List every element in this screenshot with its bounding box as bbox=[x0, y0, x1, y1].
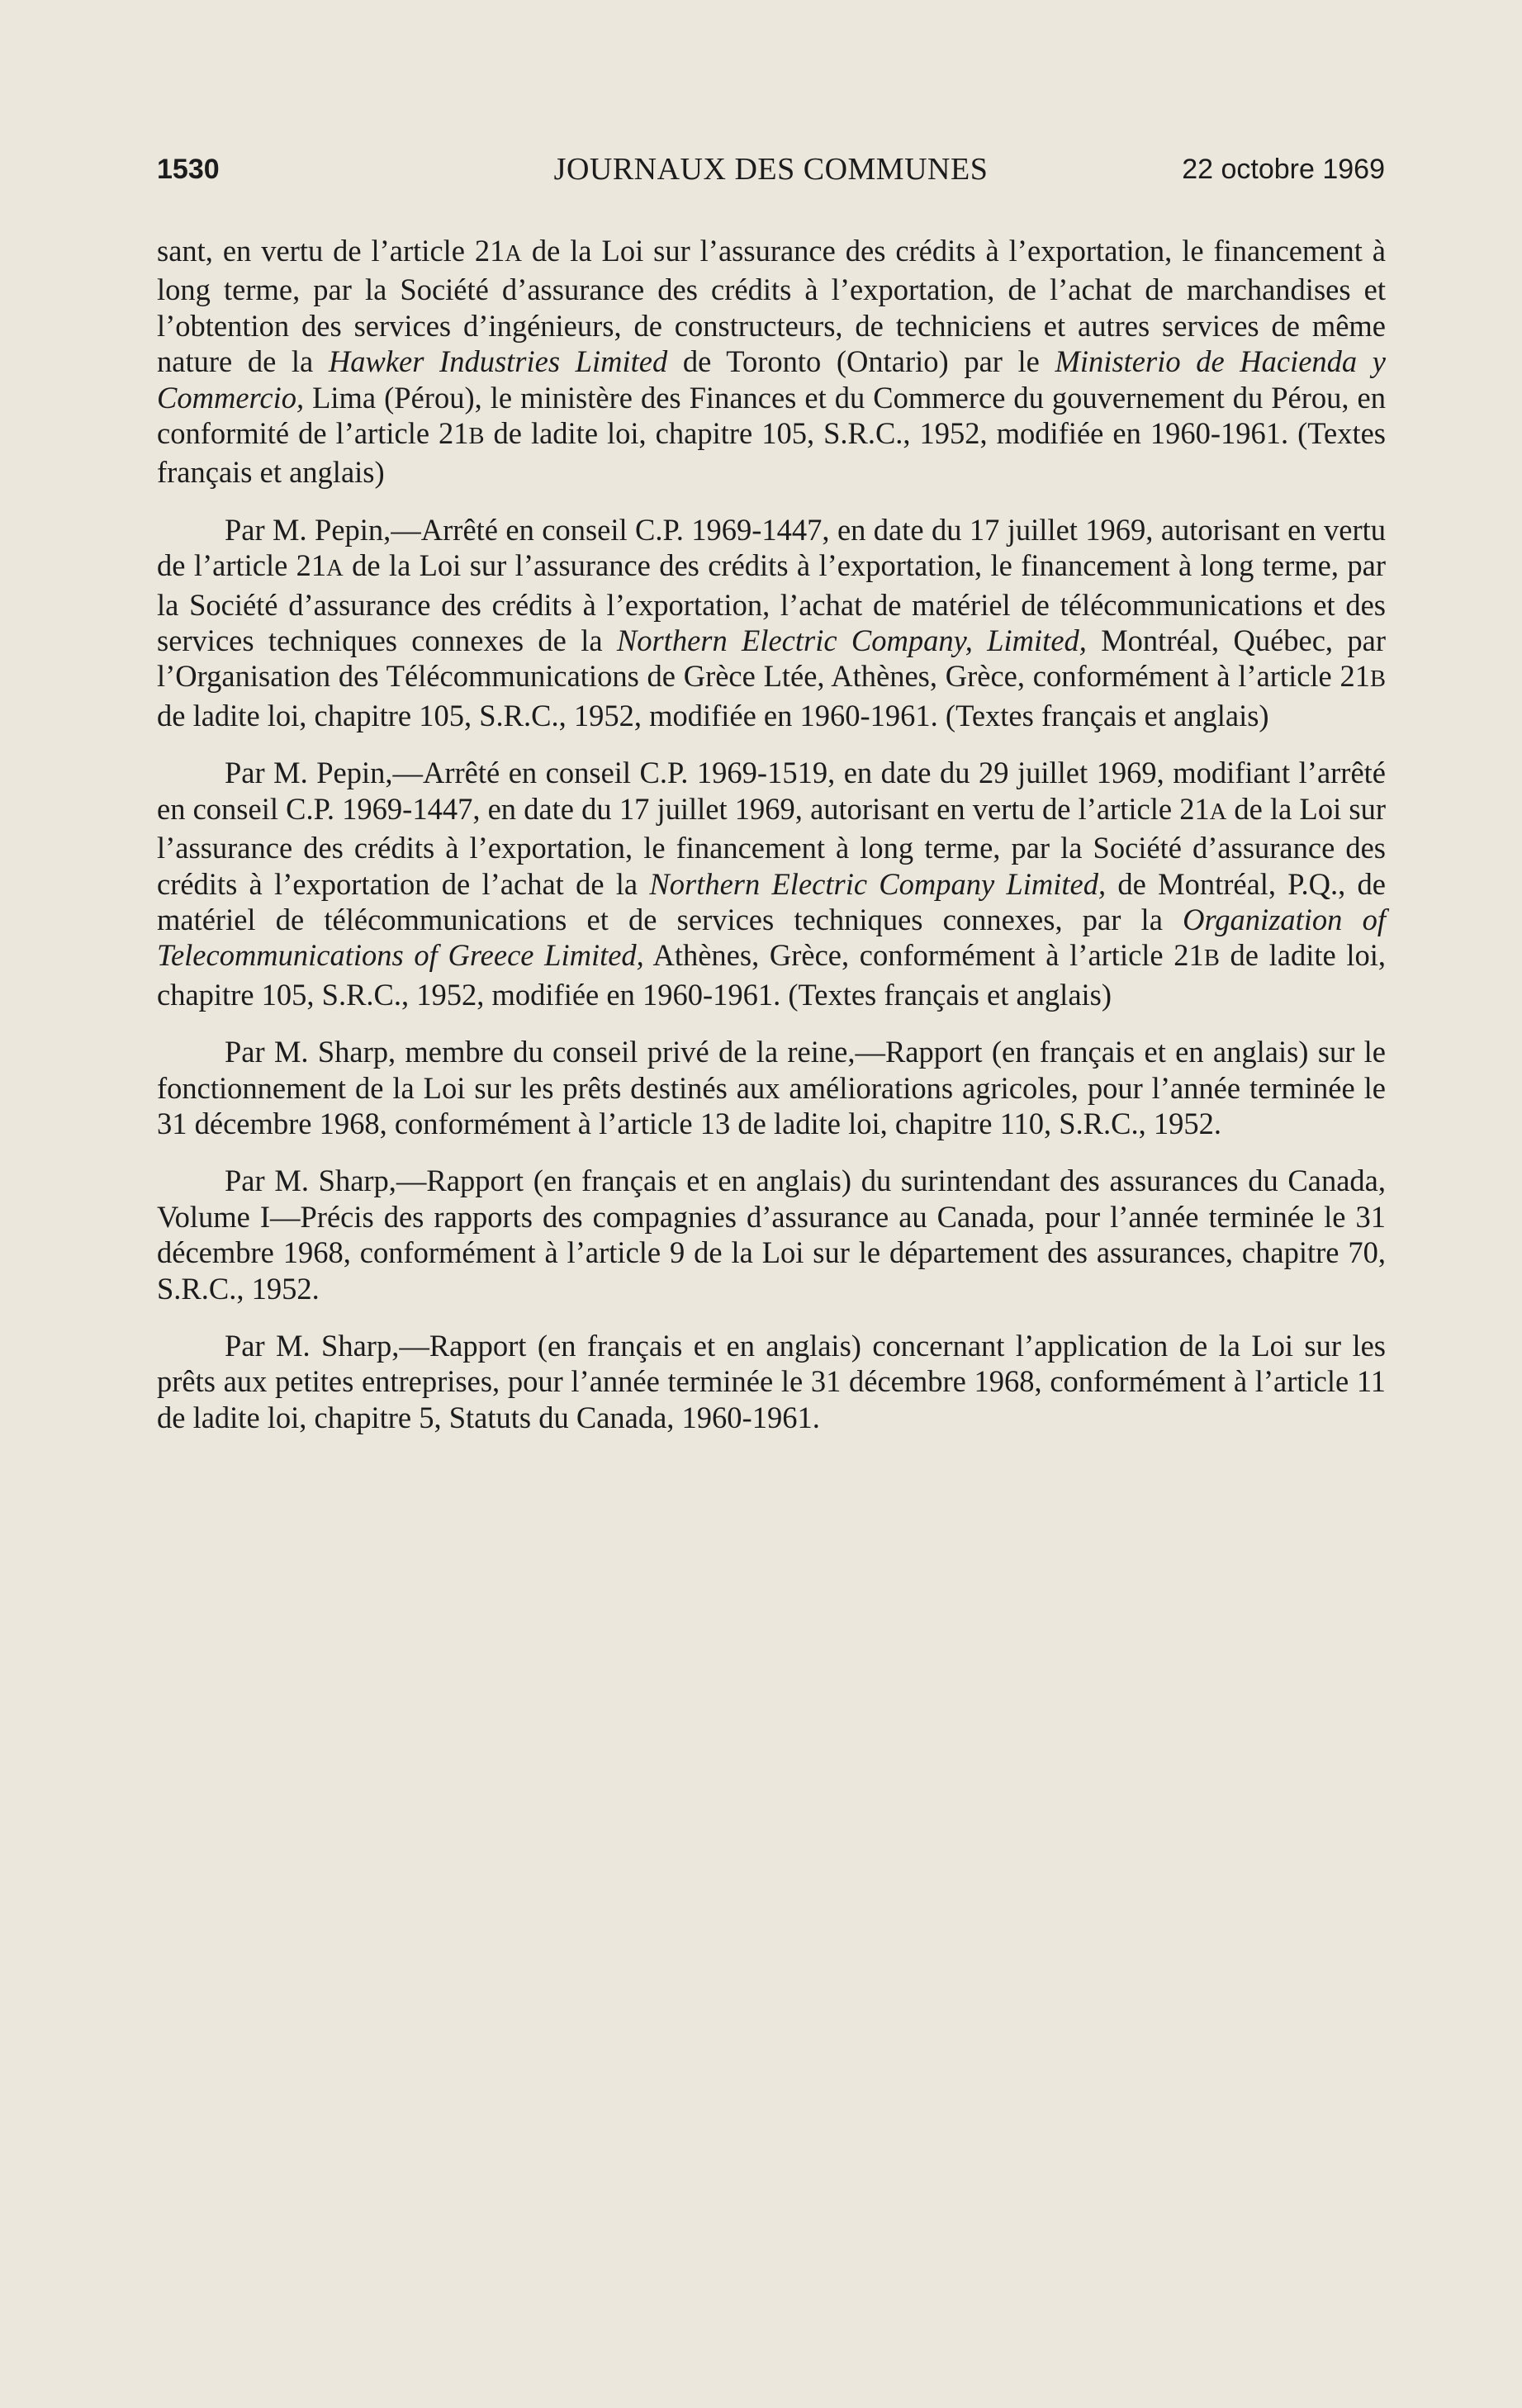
paragraph-continuation: sant, en vertu de l’article 21A de la Loi sur l’assurance des crédits à l’exportation, le financement à long terme, par la Société d’assurance des crédits à l’exportation, de l’achat de marchandises et l’obtention des services d’ingénieurs, de constructeurs, de techniciens et autres services de même nature de la Hawker Industries Limited de Toronto (Ontario) par le Ministerio de Hacienda y Commercio, Lima (Pérou), le ministère des Finances et du Commerce du gouvernement du Pérou, en conformité de l’article 21B de ladite loi, chapitre 105, S.R.C., 1952, modifiée en 1960-1961. (Textes français et anglais) bbox=[157, 234, 1387, 490]
paragraph-sharp-insurance: Par M. Sharp,—Rapport (en français et en anglais) du surintendant des assurances du Canada, Volume I—Précis des rapports des compagnies d’assurance au Canada, pour l’année terminée le 31 décembre 1968, conformément à l’article 9 de la Loi sur le département des assurances, chapitre 70, S.R.C., 1952. bbox=[157, 1164, 1386, 1306]
header-date: 22 octobre 1969 bbox=[1182, 154, 1385, 185]
page-number: 1530 bbox=[157, 154, 220, 185]
company-name: Northern Electric Company, Limited, bbox=[616, 623, 1087, 658]
ministry-name: Ministerio de Hacienda y Commercio, bbox=[157, 344, 1387, 415]
running-header bbox=[157, 147, 1385, 192]
paragraph-order-1969-1519: Par M. Pepin,—Arrêté en conseil C.P. 1969-1519, en date du 29 juillet 1969, modifiant l’arrêté en conseil C.P. 1969-1447, en date du 17 juillet 1969, autorisant en vertu de l’article 21A de la Loi sur l’assurance des crédits à l’exportation, le financement à long terme, par la Société d’assurance des crédits à l’exportation de l’achat de la Northern Electric Company Limited, de Montréal, P.Q., de matériel de télécommunications et de services techniques connexes, par la Organization of Telecommunications of Greece Limited, Athènes, Grèce, conformément à l’article 21B de ladite loi, chapitre 105, S.R.C., 1952, modifiée en 1960-1961. (Textes français et anglais) bbox=[157, 756, 1387, 1012]
journal-title: JOURNAUX DES COMMUNES bbox=[553, 152, 989, 187]
paragraph-sharp-farm-loans: Par M. Sharp, membre du conseil privé de la reine,—Rapport (en français et en anglais) sur le fonctionnement de la Loi sur les prêts destinés aux améliorations agricoles, pour l’année terminée le 31 décembre 1968, conformément à l’article 13 de ladite loi, chapitre 110, S.R.C., 1952. bbox=[157, 1035, 1386, 1140]
organization-name: Organization of Telecommunications of Greece Limited, bbox=[157, 902, 1387, 973]
body-text bbox=[157, 233, 1386, 1457]
company-name: Hawker Industries Limited bbox=[328, 344, 668, 379]
company-name: Northern Electric Company Limited, bbox=[649, 866, 1107, 901]
paragraph-sharp-small-business: Par M. Sharp,—Rapport (en français et en anglais) concernant l’application de la Loi sur les prêts aux petites entreprises, pour l’année terminée le 31 décembre 1968, conformément à l’article 11 de ladite loi, chapitre 5, Statuts du Canada, 1960-1961. bbox=[157, 1328, 1386, 1434]
paragraph-order-1969-1447: Par M. Pepin,—Arrêté en conseil C.P. 1969-1447, en date du 17 juillet 1969, autorisant en vertu de l’article 21A de la Loi sur l’assurance des crédits à l’exportation, le financement à long terme, par la Société d’assurance des crédits à l’exportation, l’achat de matériel de télécommunications et des services techniques connexes de la Northern Electric Company, Limited, Montréal, Québec, par l’Organisation des Télécommunications de Grèce Ltée, Athènes, Grèce, conformément à l’article 21B de ladite loi, chapitre 105, S.R.C., 1952, modifiée en 1960-1961. (Textes français et anglais) bbox=[157, 512, 1386, 732]
